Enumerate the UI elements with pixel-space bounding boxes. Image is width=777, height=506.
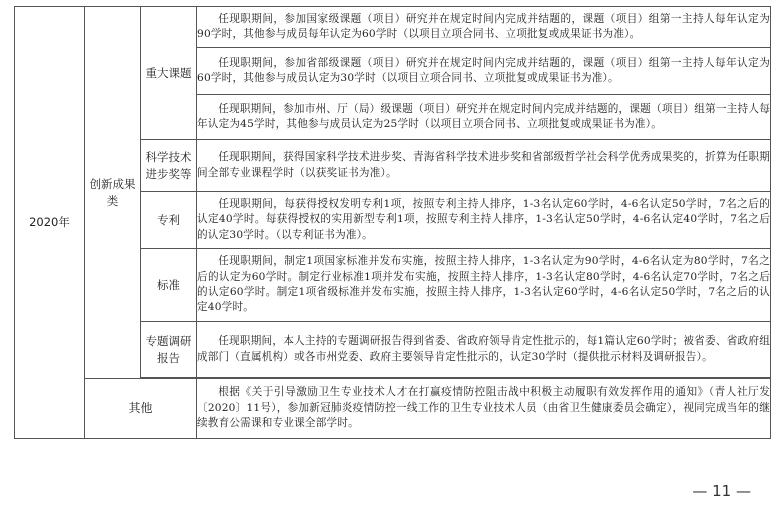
row-label-research-report: 专题调研报告 <box>141 322 197 378</box>
desc-sci-tech-award: 任现职期间，获得国家科学技术进步奖、青海省科学技术进步奖和省部级哲学社会科学优秀成果奖的，折算为任职期间全部专业课程学时（以获奖证书为准）。 <box>197 140 771 192</box>
category-cell: 创新成果类 <box>85 7 141 379</box>
row-label-other: 其他 <box>85 379 197 439</box>
desc-provincial-project: 任现职期间，参加省部级课题（项目）研究并在规定时间内完成并结题的，课题（项目）组第一主持人每年认定为60学时，其他参与成员认定为30学时（以项目立项合同书、立项批复或成果证书为准）。 <box>197 48 771 95</box>
row-label-patent: 专利 <box>141 192 197 249</box>
desc-city-project: 任现职期间，参加市州、厅（局）级课题（项目）研究并在规定时间内完成并结题的，课题（项目）组第一主持人每年认定为45学时，其他参与成员认定为25学时（以项目立项合同书、立项批复或成果证书为准）。 <box>197 95 771 140</box>
row-label-standard: 标准 <box>141 249 197 322</box>
row-label-major-project: 重大课题 <box>141 7 197 140</box>
desc-national-project: 任现职期间，参加国家级课题（项目）研究并在规定时间内完成并结题的，课题（项目）组第一主持人每年认定为90学时，其他参与成员每年认定为60学时（以项目立项合同书、立项批复或成果证书为准）。 <box>197 7 771 48</box>
desc-standard: 任现职期间，制定1项国家标准并发布实施，按照主持人排序，1-3名认定为90学时，4-6名认定为80学时，7名之后的认定为60学时。制定行业标准1项并发布实施，按照主持人排序，1-3名认定80学时，4-6名认定70学时，7名之后的认定60学时。制定1项省级标准并发布实施，按照主持人排序，1-3名认定60学时，4-6名认定50学时，7名之后的认定40学时。 <box>197 249 771 322</box>
page-number: — 11 — <box>692 482 751 500</box>
year-cell: 2020年 <box>15 7 85 439</box>
desc-patent: 任现职期间，每获得授权发明专利1项，按照专利主持人排序，1-3名认定60学时，4-6名认定50学时，7名之后的认定40学时。每获得授权的实用新型专利1项，按照专利主持人排序，1-3名认定50学时，4-6名认定40学时，7名之后的认定30学时。（以专利证书为准）。 <box>197 192 771 249</box>
row-label-sci-tech-award: 科学技术进步奖等 <box>141 140 197 192</box>
desc-research-report: 任现职期间，本人主持的专题调研报告得到省委、省政府领导肯定性批示的，每1篇认定60学时；被省委、省政府组成部门（直属机构）或各市州党委、政府主要领导肯定性批示的，认定30学时（提供批示材料及调研报告）。 <box>197 322 771 378</box>
credit-hours-table <box>14 6 771 439</box>
desc-other: 根据《关于引导激励卫生专业技术人才在打赢疫情防控阻击战中积极主动履职有效发挥作用的通知》（青人社厅发〔2020〕11号），参加新冠肺炎疫情防控一线工作的卫生专业技术人员（由省卫生健康委员会确定），视同完成当年的继续教育公需课和专业课全部学时。 <box>197 379 771 439</box>
